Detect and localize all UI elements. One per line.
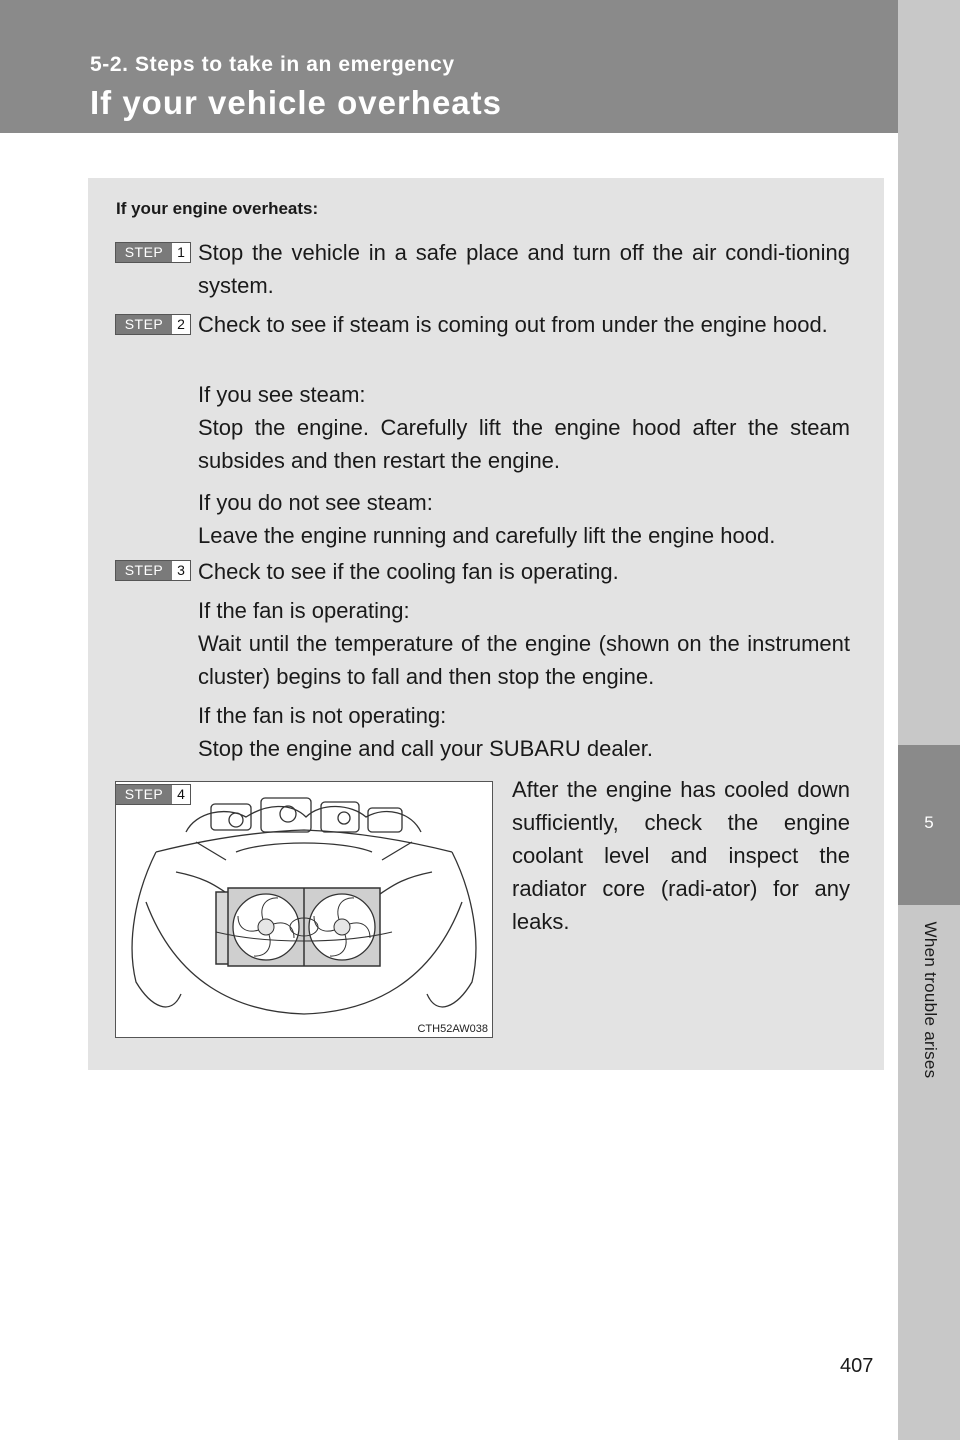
engine-bay-illustration bbox=[115, 781, 493, 1038]
intro-heading: If your engine overheats: bbox=[116, 199, 319, 218]
step-2-text: Check to see if steam is coming out from under the engine hood. bbox=[198, 312, 828, 337]
section-heading: 5-2. Steps to take in an emergency bbox=[90, 53, 455, 76]
step-number: 1 bbox=[177, 244, 185, 260]
step-2-case-steam: If you see steam: Stop the engine. Carefully lift the engine hood after the steam subsides and then restart the engine. bbox=[198, 382, 850, 473]
step-3-text: Check to see if the cooling fan is operating. bbox=[198, 559, 619, 584]
step-label: STEP bbox=[116, 785, 172, 804]
step-label: STEP bbox=[116, 315, 172, 334]
step-number: 4 bbox=[177, 786, 185, 802]
chapter-title: When trouble arises bbox=[921, 921, 940, 1079]
step-label: STEP bbox=[116, 243, 172, 262]
step-2-badge bbox=[115, 314, 191, 335]
step-label: STEP bbox=[116, 561, 172, 580]
chapter-side-tab bbox=[898, 0, 960, 1440]
step-3-badge bbox=[115, 560, 191, 581]
step-1-text: Stop the vehicle in a safe place and turn off the air condi-tioning system. bbox=[198, 240, 850, 298]
step-2-case-no-steam: If you do not see steam: Leave the engine running and carefully lift the engine hood. bbox=[198, 490, 776, 548]
engine-bay-drawing bbox=[116, 782, 492, 1037]
page-number: 407 bbox=[840, 1355, 874, 1377]
step-1-badge bbox=[115, 242, 191, 263]
step-3-case-fan-on: If the fan is operating: Wait until the temperature of the engine (shown on the instrument cluster) begins to fall and then stop the engine. bbox=[198, 598, 850, 689]
step-number: 2 bbox=[177, 316, 185, 332]
step-3-case-fan-off: If the fan is not operating: Stop the engine and call your SUBARU dealer. bbox=[198, 703, 653, 761]
page-title: If your vehicle overheats bbox=[90, 84, 502, 121]
step-number: 3 bbox=[177, 562, 185, 578]
step-4-text: After the engine has cooled down sufficiently, check the engine coolant level and inspect the radiator core (radi-ator) for any leaks. bbox=[512, 777, 850, 934]
chapter-number: 5 bbox=[924, 813, 934, 832]
header-band bbox=[0, 0, 898, 133]
figure-code: CTH52AW038 bbox=[417, 1023, 488, 1035]
step-4-badge bbox=[115, 784, 191, 805]
